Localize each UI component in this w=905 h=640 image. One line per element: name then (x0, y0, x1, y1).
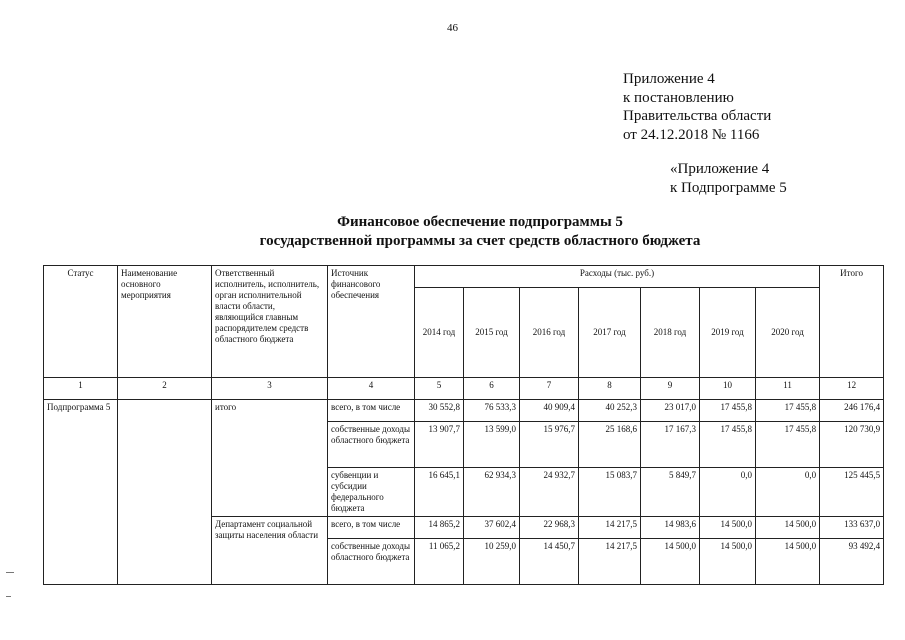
value-cell: 13 907,7 (415, 422, 464, 468)
value-cell: 14 500,0 (756, 539, 820, 585)
source-cell: всего, в том числе (328, 517, 415, 539)
column-number: 4 (328, 378, 415, 400)
value-cell: 23 017,0 (641, 400, 700, 422)
value-cell: 30 552,8 (415, 400, 464, 422)
value-cell: 17 455,8 (756, 422, 820, 468)
value-cell: 25 168,6 (579, 422, 641, 468)
header-year: 2016 год (520, 288, 579, 378)
annex-sub-block (670, 160, 787, 197)
column-number: 7 (520, 378, 579, 400)
value-cell: 11 065,2 (415, 539, 464, 585)
source-cell: собственные доходы областного бюджета (328, 539, 415, 585)
value-cell: 22 968,3 (520, 517, 579, 539)
value-cell: 14 500,0 (700, 517, 756, 539)
value-cell: 13 599,0 (464, 422, 520, 468)
header-name: Наименование основного мероприятия (118, 266, 212, 378)
value-cell: 15 083,7 (579, 468, 641, 517)
annex-line-2: к постановлению (623, 89, 734, 106)
column-number: 5 (415, 378, 464, 400)
value-cell: 37 602,4 (464, 517, 520, 539)
header-expenses: Расходы (тыс. руб.) (415, 266, 820, 288)
source-cell: субвенции и субсидии федерального бюджета (328, 468, 415, 517)
annex-sub-line-1: «Приложение 4 (670, 161, 770, 177)
source-cell: собственные доходы областного бюджета (328, 422, 415, 468)
column-number: 3 (212, 378, 328, 400)
measure-name-cell (118, 400, 212, 585)
column-number: 1 (44, 378, 118, 400)
value-cell: 0,0 (756, 468, 820, 517)
column-number: 9 (641, 378, 700, 400)
value-cell: 17 455,8 (700, 400, 756, 422)
value-cell: 14 450,7 (520, 539, 579, 585)
value-cell: 14 217,5 (579, 539, 641, 585)
column-number: 8 (579, 378, 641, 400)
total-cell: 93 492,4 (820, 539, 884, 585)
header-status: Статус (44, 266, 118, 378)
page-number: 46 (447, 22, 458, 34)
value-cell: 14 500,0 (756, 517, 820, 539)
annex-sub-line-2: к Подпрограмме 5 (670, 179, 787, 196)
title-line-1: Финансовое обеспечение подпрограммы 5 (337, 214, 623, 230)
value-cell: 17 455,8 (756, 400, 820, 422)
header-year: 2017 год (579, 288, 641, 378)
column-number: 10 (700, 378, 756, 400)
value-cell: 14 983,6 (641, 517, 700, 539)
column-number: 11 (756, 378, 820, 400)
status-cell: Подпрограмма 5 (44, 400, 118, 585)
column-numbers-row (44, 378, 884, 400)
scan-edge-mark (6, 572, 14, 573)
value-cell: 40 909,4 (520, 400, 579, 422)
column-number: 6 (464, 378, 520, 400)
value-cell: 5 849,7 (641, 468, 700, 517)
column-number: 12 (820, 378, 884, 400)
source-cell: всего, в том числе (328, 400, 415, 422)
header-source: Источник финансового обеспечения (328, 266, 415, 378)
value-cell: 76 533,3 (464, 400, 520, 422)
value-cell: 10 259,0 (464, 539, 520, 585)
document-title (0, 213, 905, 251)
total-cell: 246 176,4 (820, 400, 884, 422)
responsible-cell: итого (212, 400, 328, 517)
total-cell: 120 730,9 (820, 422, 884, 468)
responsible-cell: Департамент социальной защиты населения области (212, 517, 328, 585)
annex-line-4: от 24.12.2018 № 1166 (623, 126, 760, 143)
header-year: 2015 год (464, 288, 520, 378)
value-cell: 14 217,5 (579, 517, 641, 539)
total-cell: 133 637,0 (820, 517, 884, 539)
header-year: 2020 год (756, 288, 820, 378)
value-cell: 17 167,3 (641, 422, 700, 468)
financing-table (43, 265, 884, 585)
value-cell: 40 252,3 (579, 400, 641, 422)
total-cell: 125 445,5 (820, 468, 884, 517)
value-cell: 14 865,2 (415, 517, 464, 539)
value-cell: 15 976,7 (520, 422, 579, 468)
value-cell: 62 934,3 (464, 468, 520, 517)
value-cell: 14 500,0 (700, 539, 756, 585)
header-year: 2019 год (700, 288, 756, 378)
table-row (44, 400, 884, 422)
header-total: Итого (820, 266, 884, 378)
header-responsible: Ответственный исполнитель, исполнитель, орган исполнительной власти области, являющийся главным распорядителем средств областного бюджета (212, 266, 328, 378)
annex-block (623, 70, 771, 144)
value-cell: 17 455,8 (700, 422, 756, 468)
annex-line-3: Правительства области (623, 108, 772, 124)
value-cell: 16 645,1 (415, 468, 464, 517)
scan-edge-mark (6, 596, 11, 597)
column-number: 2 (118, 378, 212, 400)
header-year: 2018 год (641, 288, 700, 378)
value-cell: 14 500,0 (641, 539, 700, 585)
header-row-1 (44, 266, 884, 288)
value-cell: 0,0 (700, 468, 756, 517)
value-cell: 24 932,7 (520, 468, 579, 517)
annex-line-1: Приложение 4 (623, 71, 715, 87)
title-line-2: государственной программы за счет средств областного бюджета (259, 233, 701, 249)
header-year: 2014 год (415, 288, 464, 378)
